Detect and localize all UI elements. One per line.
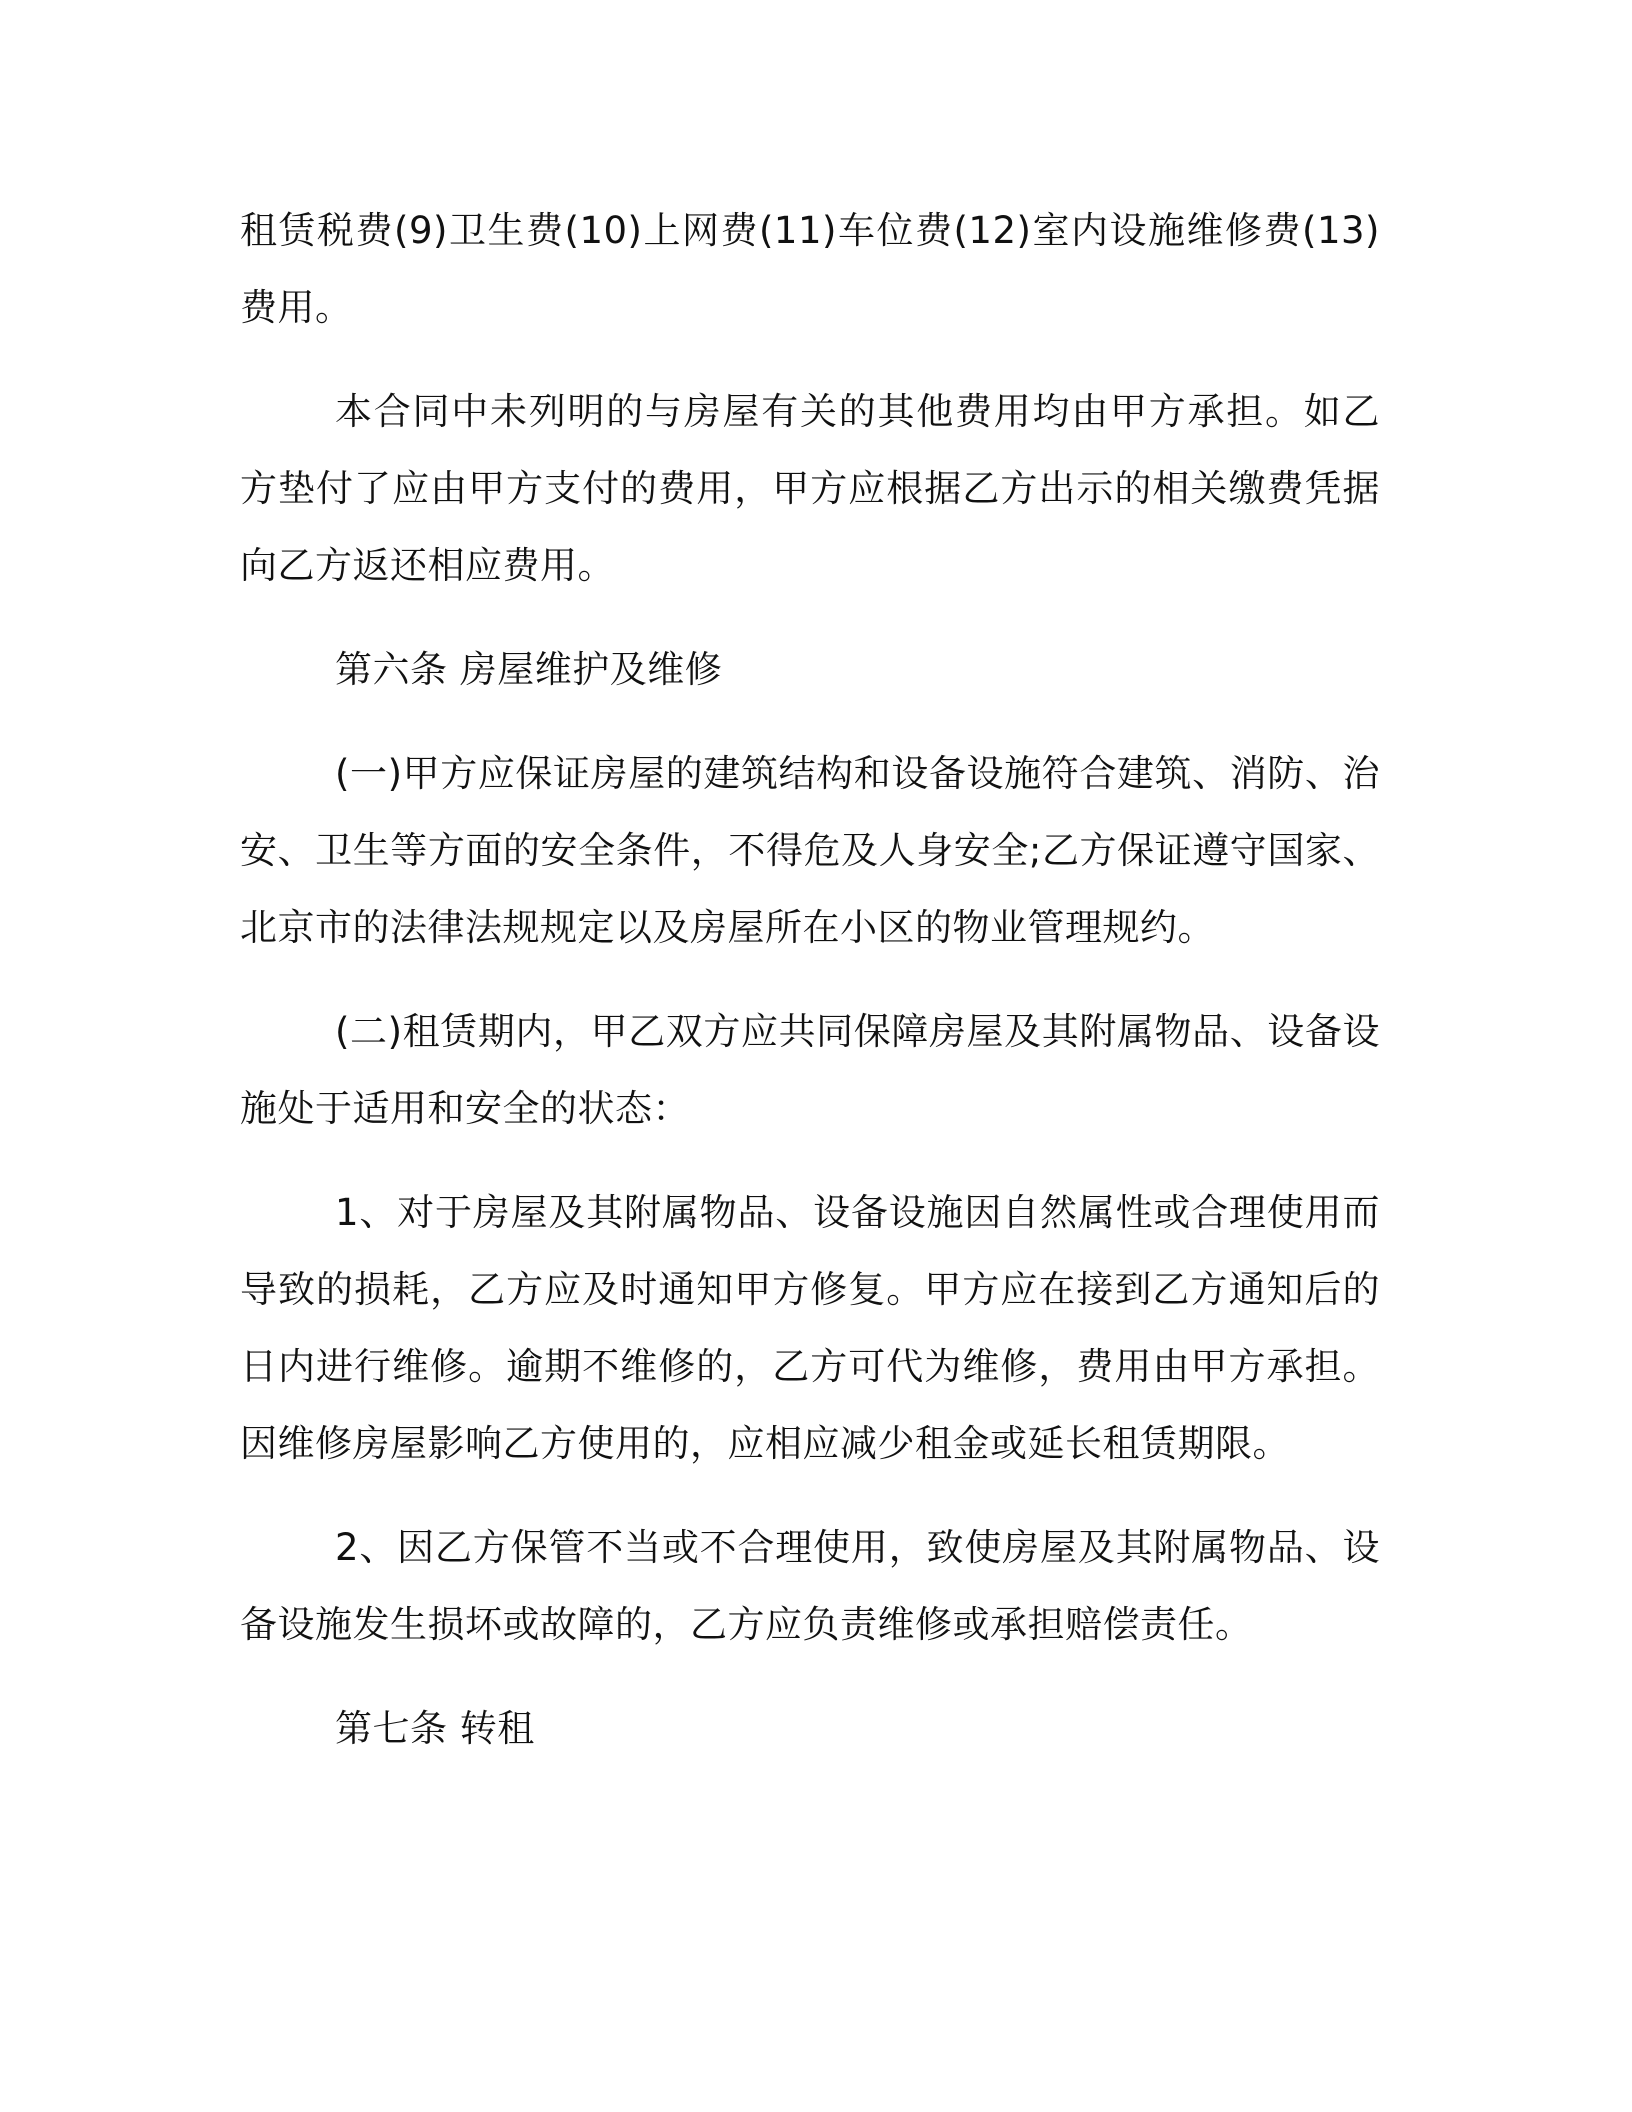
paragraph-clause-2: (二)租赁期内，甲乙双方应共同保障房屋及其附属物品、设备设施处于适用和安全的状态：: [240, 1010, 1380, 1130]
paragraph-other-fees: 本合同中未列明的与房屋有关的其他费用均由甲方承担。如乙方垫付了应由甲方支付的费用，甲方应根据乙方出示的相关缴费凭据向乙方返还相应费用。: [240, 390, 1380, 587]
paragraph-fees-list: 租赁税费(9)卫生费(10)上网费(11)车位费(12)室内设施维修费(13) 费用。: [240, 209, 1380, 329]
paragraph-item-1: 1、对于房屋及其附属物品、设备设施因自然属性或合理使用而导致的损耗，乙方应及时通知甲方修复。甲方应在接到乙方通知后的日内进行维修。逾期不维修的，乙方可代为维修，费用由甲方承担。因维修房屋影响乙方使用的，应相应减少租金或延长租赁期限。: [240, 1191, 1380, 1465]
paragraph-clause-1: (一)甲方应保证房屋的建筑结构和设备设施符合建筑、消防、治安、卫生等方面的安全条件，不得危及人身安全;乙方保证遵守国家、北京市的法律法规规定以及房屋所在小区的物业管理规约。: [240, 752, 1380, 949]
document-body: [240, 192, 1380, 1794]
section-heading-article-7: 第七条 转租: [335, 1707, 535, 1750]
section-heading-article-6: 第六条 房屋维护及维修: [335, 648, 723, 691]
paragraph-item-2: 2、因乙方保管不当或不合理使用，致使房屋及其附属物品、设备设施发生损坏或故障的，乙方应负责维修或承担赔偿责任。: [240, 1526, 1380, 1646]
